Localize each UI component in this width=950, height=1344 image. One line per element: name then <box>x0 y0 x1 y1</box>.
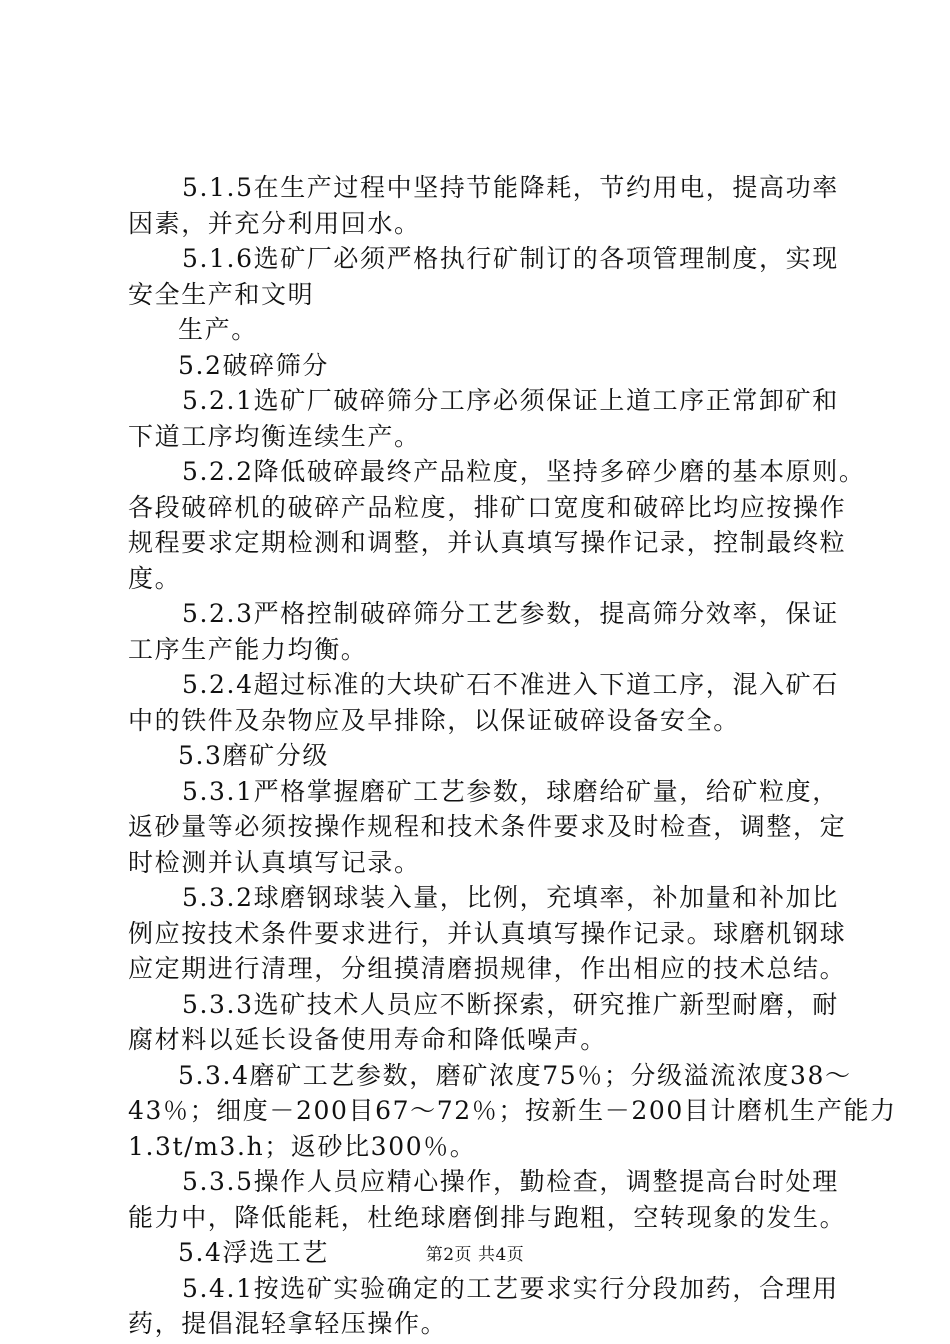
text-line: 1.3t/m3.h；返砂比300％。 <box>128 1131 477 1161</box>
text-line: 中的铁件及杂物应及早排除，以保证破碎设备安全。 <box>128 705 740 735</box>
section-heading: 5.2破碎筛分 <box>178 350 329 380</box>
text-line: 度。 <box>128 563 182 593</box>
page-number: 第2页 共4页 <box>425 1245 525 1265</box>
text-line: 43％；细度－200目67～72％；按新生－200目计磨机生产能力 <box>128 1096 897 1125</box>
text-line: 5.3.1严格掌握磨矿工艺参数，球磨给矿量，给矿粒度， <box>182 776 839 806</box>
text-line: 应定期进行清理，分组摸清磨损规律，作出相应的技术总结。 <box>128 954 847 983</box>
text-line: 5.1.6选矿厂必须严格执行矿制订的各项管理制度，实现 <box>182 244 839 273</box>
text-line: 各段破碎机的破碎产品粒度，排矿口宽度和破碎比均应按操作 <box>128 492 847 522</box>
text-line: 安全生产和文明 <box>128 279 315 309</box>
section-heading: 5.3磨矿分级 <box>178 741 329 770</box>
text-line: 5.2.1选矿厂破碎筛分工序必须保证上道工序正常卸矿和 <box>182 386 839 415</box>
text-line: 5.1.5在生产过程中坚持节能降耗，节约用电，提高功率 <box>182 173 839 202</box>
text-line: 规程要求定期检测和调整，并认真填写操作记录，控制最终粒 <box>128 528 847 557</box>
text-line: 5.3.4磨矿工艺参数，磨矿浓度75％；分级溢流浓度38～ <box>178 1060 852 1090</box>
text-line: 药，提倡混轻拿轻压操作。 <box>128 1309 448 1338</box>
text-line: 时检测并认真填写记录。 <box>128 847 421 877</box>
document-body <box>128 170 897 1342</box>
text-line: 腐材料以延长设备使用寿命和降低噪声。 <box>128 1025 607 1054</box>
text-line: 5.3.5操作人员应精心操作，勤检查，调整提高台时处理 <box>182 1167 839 1196</box>
text-line: 工序生产能力均衡。 <box>128 634 368 664</box>
section-heading: 5.4浮选工艺 <box>178 1238 329 1267</box>
text-line: 5.3.2球磨钢球装入量，比例，充填率，补加量和补加比 <box>182 883 839 912</box>
text-line: 5.4.1按选矿实验确定的工艺要求实行分段加药，合理用 <box>182 1273 839 1303</box>
text-line: 5.2.2降低破碎最终产品粒度，坚持多碎少磨的基本原则。 <box>182 457 866 486</box>
text-line: 5.2.3严格控制破碎筛分工艺参数，提高筛分效率，保证 <box>182 599 839 628</box>
text-line: 生产。 <box>178 315 258 344</box>
text-line: 5.3.3选矿技术人员应不断探索，研究推广新型耐磨，耐 <box>182 989 839 1019</box>
text-line: 返砂量等必须按操作规程和技术条件要求及时检查，调整，定 <box>128 812 847 841</box>
text-line: 能力中，降低能耗，杜绝球磨倒排与跑粗，空转现象的发生。 <box>128 1202 847 1232</box>
text-line: 5.2.4超过标准的大块矿石不准进入下道工序，混入矿石 <box>182 670 839 699</box>
text-line: 因素，并充分利用回水。 <box>128 208 421 238</box>
text-line: 例应按技术条件要求进行，并认真填写操作记录。球磨机钢球 <box>128 918 847 948</box>
text-line: 下道工序均衡连续生产。 <box>128 421 421 451</box>
